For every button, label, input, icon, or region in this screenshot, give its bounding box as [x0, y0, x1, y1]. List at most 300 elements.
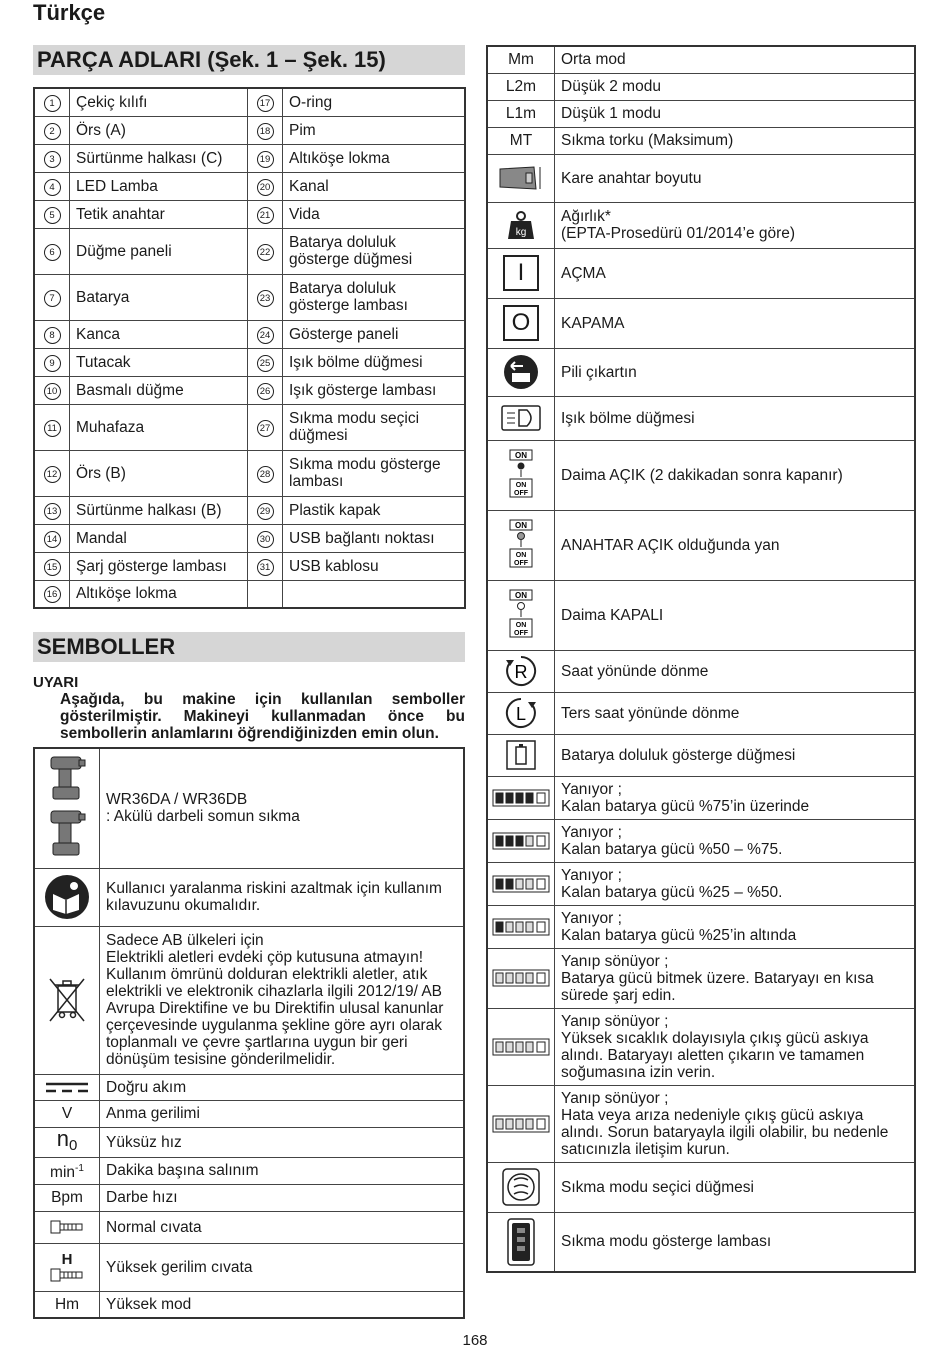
part-number-cell: [34, 116, 70, 144]
part-name-cell: [283, 274, 466, 320]
part-number-cell: [248, 200, 283, 228]
symbol-row-no-load: [34, 1127, 464, 1157]
part-number: 12: [44, 466, 61, 483]
symbol-row-normal-bolt: [34, 1211, 464, 1243]
page-number: 168: [462, 1332, 488, 1349]
part-name: Plastik kapak: [289, 501, 381, 519]
tightening-lamp-text: Sıkma modu gösterge lambası: [555, 1212, 916, 1272]
row-tightening-selector: [487, 1162, 915, 1212]
part-number: 8: [44, 327, 61, 344]
part-number-cell: [34, 524, 70, 552]
part-number: 29: [257, 503, 274, 520]
part-number-cell: [248, 450, 283, 496]
battery-level-icon: [492, 918, 550, 936]
normal-bolt-cell: [34, 1211, 100, 1243]
part-name: O-ring: [289, 93, 333, 111]
part-name-cell: [283, 524, 466, 552]
battery-segment: [516, 793, 523, 803]
svg-text:ON: ON: [515, 622, 527, 629]
row-battery-error: [487, 1085, 915, 1162]
part-number-cell: [34, 228, 70, 274]
row-counterclockwise: [487, 692, 915, 734]
part-name-cell: [283, 116, 466, 144]
parts-row: [34, 404, 465, 450]
parts-row: [34, 348, 465, 376]
parts-row: [34, 580, 465, 608]
part-name-cell: [283, 450, 466, 496]
battery-segment: [506, 836, 513, 846]
tool-cell: [34, 748, 100, 868]
row-off: [487, 298, 915, 348]
symbols-table: [33, 747, 465, 1319]
weight-text-cell: [555, 202, 916, 248]
row-mt: [487, 127, 915, 154]
part-number-cell: [34, 172, 70, 200]
battery-segment: [526, 1042, 533, 1052]
tightening-lamp-cell: [487, 1212, 555, 1272]
battery-level-icon: [492, 789, 550, 807]
part-name-cell: [70, 376, 248, 404]
part-name: LED Lamba: [76, 177, 158, 195]
part-name: Batarya doluluk gösterge lambası: [289, 280, 408, 314]
counterclockwise-rotation-icon: [504, 696, 538, 730]
parts-row: [34, 376, 465, 404]
battery-button-cell: [487, 734, 555, 776]
language-heading: Türkçe: [33, 0, 106, 25]
battery-75-cell: [487, 776, 555, 819]
part-name-cell: [70, 200, 248, 228]
part-number-cell: [248, 524, 283, 552]
part-number-cell: [34, 376, 70, 404]
svg-text:ON: ON: [515, 482, 527, 489]
part-name: Örs (B): [76, 464, 126, 482]
battery-level-icon: [492, 1115, 550, 1133]
on-cell: [487, 248, 555, 298]
part-name-cell: [283, 228, 466, 274]
svg-text:OFF: OFF: [514, 560, 528, 567]
parts-section-title: PARÇA ADLARI (Şek. 1 – Şek. 15): [33, 45, 465, 75]
no-load-text: Yüksüz hız: [100, 1127, 465, 1157]
part-name-cell: [283, 404, 466, 450]
part-number: 18: [257, 123, 274, 140]
part-number: 25: [257, 355, 274, 372]
off-cell: [487, 298, 555, 348]
battery-error-cell: [487, 1085, 555, 1162]
parts-row: [34, 450, 465, 496]
part-name-cell: [283, 496, 466, 524]
direct-current-icon: [44, 1081, 90, 1093]
part-name-cell: [70, 320, 248, 348]
part-number-cell: [34, 144, 70, 172]
part-number-cell: [248, 320, 283, 348]
l1m-text: Düşük 1 modu: [555, 100, 916, 127]
part-number: 31: [257, 559, 274, 576]
part-name-cell: [70, 496, 248, 524]
symbol-row-min: [34, 1157, 464, 1184]
row-battery-low: [487, 905, 915, 948]
symbol-row-dc: [34, 1074, 464, 1100]
l1m-symbol: L1m: [487, 100, 555, 127]
tightening-mode-lamp-icon: [507, 1218, 535, 1266]
battery-segment: [506, 879, 513, 889]
on-text: AÇMA: [555, 248, 916, 298]
dc-text: Doğru akım: [100, 1074, 465, 1100]
row-l2m: [487, 73, 915, 100]
part-name-cell: [70, 450, 248, 496]
counterclockwise-text: Ters saat yönünde dönme: [555, 692, 916, 734]
part-number-cell: [248, 404, 283, 450]
status-desc: Kalan batarya gücü %50 – %75.: [561, 840, 783, 858]
off-symbol: O: [503, 305, 539, 341]
svg-text:ON: ON: [515, 451, 527, 460]
part-name-cell: [283, 348, 466, 376]
high-tension-bolt-text: Yüksek gerilim cıvata: [100, 1243, 465, 1291]
part-name-cell: [283, 552, 466, 580]
symbol-row-manual: [34, 868, 464, 926]
symbol-row-high-mode: [34, 1291, 464, 1318]
svg-text:OFF: OFF: [514, 490, 528, 497]
svg-text:OFF: OFF: [514, 630, 528, 637]
battery-segment: [506, 793, 513, 803]
part-name-cell: [70, 580, 248, 608]
always-off-cell: [487, 580, 555, 650]
battery-segment: [496, 973, 503, 983]
part-name: Sürtünme halkası (B): [76, 501, 222, 519]
battery-level-icon: [492, 1038, 550, 1056]
part-number-cell: [248, 348, 283, 376]
svg-text:ON: ON: [515, 591, 527, 600]
part-name: Işık bölme düğmesi: [289, 353, 423, 371]
battery-segment: [516, 1042, 523, 1052]
no-load-symbol: $n_0$: [34, 1127, 100, 1157]
battery-segment: [496, 1119, 503, 1129]
part-number: 30: [257, 531, 274, 548]
high-mode-text: Yüksek mod: [100, 1291, 465, 1318]
part-name: Çekiç kılıfı: [76, 93, 148, 111]
part-number-cell: [34, 450, 70, 496]
battery-overheat-cell: [487, 1008, 555, 1085]
parts-row: [34, 144, 465, 172]
l2m-symbol: L2m: [487, 73, 555, 100]
part-number-cell: [248, 274, 283, 320]
part-number: 23: [257, 290, 274, 307]
part-number: 3: [44, 151, 61, 168]
switch-on-cell: [487, 510, 555, 580]
part-name: Batarya doluluk gösterge düğmesi: [289, 234, 413, 268]
battery-segment: [516, 1119, 523, 1129]
status-blink: Yanıp sönüyor ;: [561, 1089, 669, 1107]
part-name-cell: [283, 200, 466, 228]
part-number: 19: [257, 151, 274, 168]
row-on: [487, 248, 915, 298]
part-number: 14: [44, 531, 61, 548]
part-number-cell: [34, 274, 70, 320]
bolt-icon: [50, 1220, 84, 1234]
clockwise-rotation-icon: [504, 654, 538, 688]
part-name: Kanal: [289, 177, 329, 195]
bpm-symbol: Bpm: [34, 1184, 100, 1211]
status-lit: Yanıyor ;: [561, 823, 622, 841]
part-number: 9: [44, 355, 61, 372]
bpm-text: Darbe hızı: [100, 1184, 465, 1211]
square-drive-icon: [496, 163, 546, 193]
mt-symbol: MT: [487, 127, 555, 154]
battery-segment: [516, 922, 523, 932]
battery-segment: [506, 1119, 513, 1129]
status-lit: Yanıyor ;: [561, 909, 622, 927]
svg-text:L: L: [515, 704, 527, 724]
weight-text: Ağırlık*: [561, 208, 611, 225]
row-remove-battery: [487, 348, 915, 396]
part-number: 22: [257, 244, 274, 261]
status-desc: Yüksek sıcaklık dolayısıyla çıkış gücü askıya alındı. Bataryayı aletten çıkarın ve tamamen soğumasına izin verin.: [561, 1029, 869, 1081]
weee-heading: Sadece AB ülkeleri için: [106, 932, 264, 949]
battery-segment: [496, 1042, 503, 1052]
battery-level-icon: [492, 832, 550, 850]
part-number: 24: [257, 327, 274, 344]
parts-row: [34, 172, 465, 200]
crossed-bin-icon: [47, 976, 87, 1024]
part-name: Pim: [289, 121, 316, 139]
high-tension-bolt-cell: H: [34, 1243, 100, 1291]
manual-text: Kullanıcı yaralanma riskini azaltmak için kullanım kılavuzunu okumalıdır.: [100, 868, 465, 926]
min-symbol: $\min^{-1}$: [34, 1157, 100, 1184]
row-tightening-lamp: [487, 1212, 915, 1272]
row-battery-50: [487, 819, 915, 862]
symbol-row-high-tension-bolt: [34, 1243, 464, 1291]
svg-text:ON: ON: [515, 552, 527, 559]
row-weight: [487, 202, 915, 248]
weight-note: (EPTA-Prosedürü 01/2014’e göre): [561, 225, 796, 242]
row-battery-overheat: [487, 1008, 915, 1085]
battery-segment: [526, 1119, 533, 1129]
battery-error-text-cell: [555, 1085, 916, 1162]
battery-low-text-cell: [555, 905, 916, 948]
always-on-indicator-icon: [506, 449, 536, 501]
battery-segment: [506, 973, 513, 983]
part-name: Tetik anahtar: [76, 205, 165, 223]
part-name: USB kablosu: [289, 557, 379, 575]
symbols-section-title: SEMBOLLER: [33, 632, 465, 662]
part-number: 7: [44, 290, 61, 307]
part-number: 21: [257, 207, 274, 224]
battery-50-cell: [487, 819, 555, 862]
tool-description: : Akülü darbeli somun sıkma: [106, 808, 300, 826]
part-number-cell: [34, 200, 70, 228]
part-name-cell: [283, 376, 466, 404]
row-battery-empty: [487, 948, 915, 1008]
weight-cell: [487, 202, 555, 248]
battery-empty-cell: [487, 948, 555, 1008]
weight-icon: [507, 210, 535, 240]
battery-segment: [516, 973, 523, 983]
svg-text:ON: ON: [515, 521, 527, 530]
tool-model: WR36DA / WR36DB: [106, 791, 248, 809]
on-symbol: I: [503, 255, 539, 291]
status-desc: Kalan batarya gücü %75’in üzerinde: [561, 797, 810, 815]
part-name-cell: [70, 348, 248, 376]
battery-segment: [526, 973, 533, 983]
part-name-cell: [70, 228, 248, 274]
status-desc: Hata veya arıza nedeniyle çıkış gücü askıya alındı. Sorun bataryayla ilgili olabilir, bu nedenle satıcınızla iletişim kurun.: [561, 1106, 889, 1158]
battery-75-text-cell: [555, 776, 916, 819]
part-name-cell: [283, 88, 466, 116]
battery-level-icon: [492, 969, 550, 987]
part-number: 16: [44, 586, 61, 603]
part-name: Tutacak: [76, 353, 131, 371]
battery-button-icon: [506, 740, 536, 770]
weee-text: Elektrikli aletleri evdeki çöp kutusuna atmayın! Kullanım ömrünü dolduran elektrikli aletler, atık elektrikli ve elektronik cihazlarla ilgili 2012/19/ AB Avrupa Direktifine ve bu Direktifin ulusal kanunlar çerçevesinde uygulanma şekline göre ayrı olarak toplanmalı ve çevre şartlarına uygun bir geri dönüşüm tesisine gönderilmelidir.: [106, 949, 444, 1068]
tightening-mode-selector-icon: [502, 1168, 540, 1206]
part-number-cell: [248, 88, 283, 116]
part-name: Mandal: [76, 529, 127, 547]
parts-table: [33, 87, 466, 609]
part-number: 26: [257, 383, 274, 400]
parts-row: [34, 116, 465, 144]
svg-text:kg: kg: [515, 227, 527, 238]
parts-row: [34, 274, 465, 320]
battery-segment: [496, 922, 503, 932]
part-name-cell: [283, 580, 466, 608]
tightening-selector-text: Sıkma modu seçici düğmesi: [555, 1162, 916, 1212]
battery-segment: [496, 879, 503, 889]
part-name: Kanca: [76, 325, 120, 343]
part-number-cell: [248, 376, 283, 404]
part-number: 6: [44, 244, 61, 261]
part-name: Sıkma modu gösterge lambası: [289, 456, 441, 490]
parts-row: [34, 524, 465, 552]
always-off-text: Daima KAPALI: [555, 580, 916, 650]
part-name: Muhafaza: [76, 418, 145, 436]
status-desc: Kalan batarya gücü %25 – %50.: [561, 883, 783, 901]
dc-icon-cell: [34, 1074, 100, 1100]
part-name: USB bağlantı noktası: [289, 529, 435, 547]
battery-50-text-cell: [555, 819, 916, 862]
row-switch-on: [487, 510, 915, 580]
always-on-cell: [487, 440, 555, 510]
part-number: 2: [44, 123, 61, 140]
part-number-cell: [34, 320, 70, 348]
part-number-cell: [34, 348, 70, 376]
parts-row: [34, 320, 465, 348]
part-name-cell: [70, 552, 248, 580]
symbol-row-weee: [34, 926, 464, 1074]
status-desc: Batarya gücü bitmek üzere. Bataryayı en kısa sürede şarj edin.: [561, 969, 874, 1004]
part-name-cell: [70, 404, 248, 450]
row-light-switch: [487, 396, 915, 440]
part-name: Örs (A): [76, 121, 126, 139]
parts-row: [34, 552, 465, 580]
battery-25-cell: [487, 862, 555, 905]
status-lit: Yanıyor ;: [561, 780, 622, 798]
impact-wrench-icon: [45, 753, 89, 863]
battery-segment: [526, 836, 533, 846]
row-battery-button: [487, 734, 915, 776]
status-desc: Kalan batarya gücü %25’in altında: [561, 926, 797, 944]
mt-text: Sıkma torku (Maksimum): [555, 127, 916, 154]
manual-icon-cell: [34, 868, 100, 926]
switch-on-text: ANAHTAR AÇIK olduğunda yan: [555, 510, 916, 580]
part-number-cell: [34, 496, 70, 524]
high-mode-symbol: Hm: [34, 1291, 100, 1318]
min-text: Dakika başına salınım: [100, 1157, 465, 1184]
normal-bolt-text: Normal cıvata: [100, 1211, 465, 1243]
part-name: Basmalı düğme: [76, 381, 184, 399]
l2m-text: Düşük 2 modu: [555, 73, 916, 100]
part-name: Vida: [289, 205, 320, 223]
part-name-cell: [70, 172, 248, 200]
part-number: 28: [257, 466, 274, 483]
status-blink: Yanıp sönüyor ;: [561, 952, 669, 970]
part-name: Şarj gösterge lambası: [76, 557, 227, 575]
battery-overheat-text-cell: [555, 1008, 916, 1085]
voltage-symbol: V: [34, 1100, 100, 1127]
row-battery-25: [487, 862, 915, 905]
part-name-cell: [70, 144, 248, 172]
part-name-cell: [283, 172, 466, 200]
part-number: 10: [44, 383, 61, 400]
symbol-row-bpm: [34, 1184, 464, 1211]
remove-battery-text: Pili çıkartın: [555, 348, 916, 396]
always-off-indicator-icon: [506, 589, 536, 641]
battery-segment: [496, 836, 503, 846]
parts-row: [34, 200, 465, 228]
part-number-cell: [248, 172, 283, 200]
battery-low-cell: [487, 905, 555, 948]
row-mm: [487, 46, 915, 73]
battery-empty-text-cell: [555, 948, 916, 1008]
part-name-cell: [70, 88, 248, 116]
row-always-on: [487, 440, 915, 510]
counterclockwise-cell: [487, 692, 555, 734]
part-name: Sıkma modu seçici düğmesi: [289, 410, 420, 444]
square-drive-text: Kare anahtar boyutu: [555, 154, 916, 202]
battery-segment: [516, 836, 523, 846]
remove-battery-icon: [503, 354, 539, 390]
status-lit: Yanıyor ;: [561, 866, 622, 884]
part-number: 1: [44, 95, 61, 112]
battery-button-text: Batarya doluluk gösterge düğmesi: [555, 734, 916, 776]
always-on-text: Daima AÇIK (2 dakikadan sonra kapanır): [555, 440, 916, 510]
part-name-cell: [70, 524, 248, 552]
battery-segment: [526, 879, 533, 889]
part-number-cell: [248, 144, 283, 172]
battery-segment: [496, 793, 503, 803]
part-number-cell: [34, 404, 70, 450]
part-name-cell: [283, 144, 466, 172]
part-name: Gösterge paneli: [289, 325, 399, 343]
tightening-selector-cell: [487, 1162, 555, 1212]
row-clockwise: [487, 650, 915, 692]
part-number-cell: [248, 580, 283, 608]
square-drive-cell: [487, 154, 555, 202]
part-number-cell: [34, 552, 70, 580]
part-number-cell: [248, 552, 283, 580]
row-l1m: [487, 100, 915, 127]
warning-text: Aşağıda, bu makine için kullanılan semboller gösterilmiştir. Makineyi kullanmadan önce bu sembollerin anlamlarını öğrendiğinizden emin olun.: [60, 691, 465, 742]
part-name-cell: [70, 274, 248, 320]
svg-text:R: R: [514, 662, 528, 682]
battery-segment: [506, 1042, 513, 1052]
row-square-drive: [487, 154, 915, 202]
part-name: Düğme paneli: [76, 242, 172, 260]
part-number: 17: [257, 95, 274, 112]
part-name-cell: [283, 320, 466, 348]
right-symbols-table: [486, 45, 916, 1273]
clockwise-text: Saat yönünde dönme: [555, 650, 916, 692]
part-number: 5: [44, 207, 61, 224]
parts-row: [34, 88, 465, 116]
